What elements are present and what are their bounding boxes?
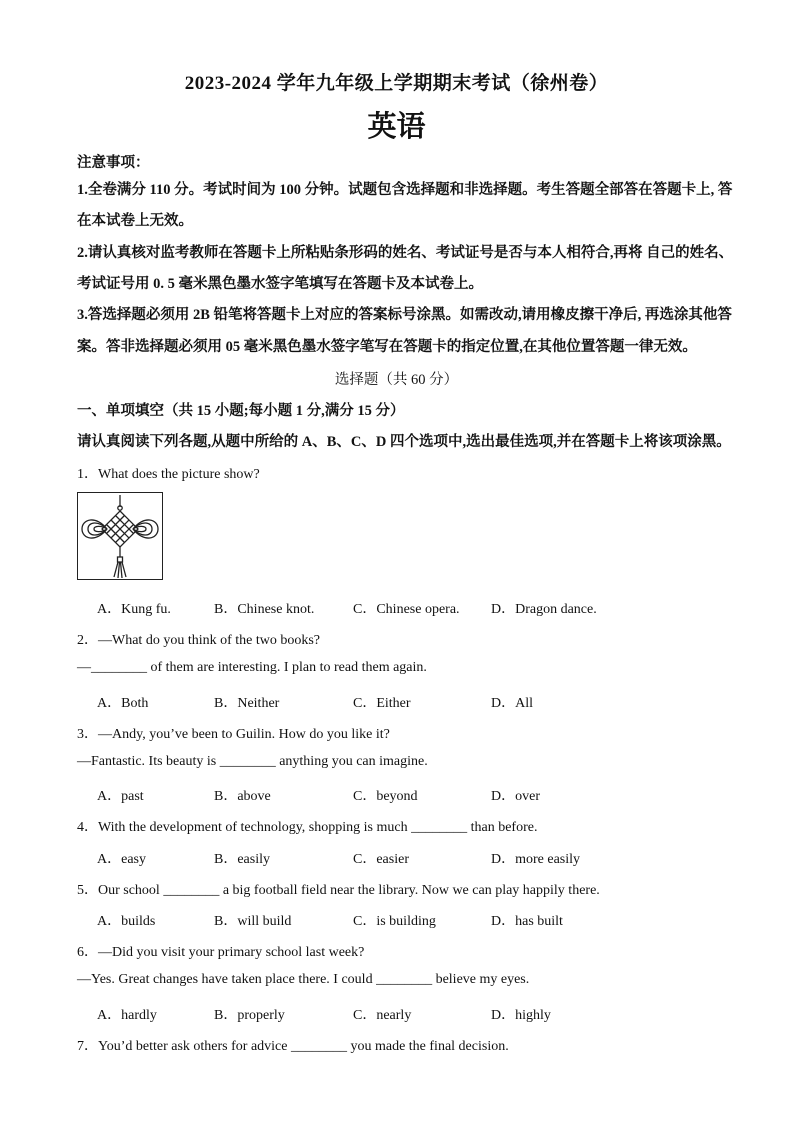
- instruction: 请认真阅读下列各题,从题中所给的 A、B、C、D 四个选项中,选出最佳选项,并在答题卡上将该项涂黑。: [77, 434, 731, 450]
- section-title: 选择题（共 60 分）: [334, 372, 459, 388]
- question-6-stem-line: —Yes. Great changes have taken place there. I could ________ believe my eyes.: [77, 972, 530, 987]
- notes-line: 在本试卷上无效。: [77, 213, 193, 229]
- option-b: B．above: [214, 789, 271, 804]
- subject-title: 英语: [367, 109, 426, 143]
- exam-title: 2023-2024 学年九年级上学期期末考试（徐州卷）: [184, 73, 609, 94]
- option-a: A．builds: [97, 914, 156, 929]
- option-c: C．Chinese opera.: [353, 602, 460, 617]
- question-2-stem-line: —________ of them are interesting. I plan to read them again.: [77, 660, 427, 675]
- option-d: D．highly: [491, 1008, 551, 1023]
- option-b: B．properly: [214, 1008, 285, 1023]
- option-b: B．Chinese knot.: [214, 602, 315, 617]
- option-a: A．easy: [97, 852, 146, 867]
- option-b: B．easily: [214, 852, 270, 867]
- option-a: A．past: [97, 789, 144, 804]
- question-6-stem: 6．—Did you visit your primary school last week?: [77, 945, 365, 960]
- notes-line: 2.请认真核对监考教师在答题卡上所粘贴条形码的姓名、考试证号是否与本人相符合,再将 自己的姓名、: [77, 245, 734, 261]
- option-d: D．more easily: [491, 852, 581, 867]
- chinese-knot-picture: [77, 492, 163, 580]
- option-b: B．Neither: [214, 696, 280, 711]
- notes-line: 1.全卷满分 110 分。考试时间为 100 分钟。试题包含选择题和非选择题。考生答题全部答在答题卡上, 答: [77, 182, 733, 198]
- question-4-stem: 4．With the development of technology, shopping is much ________ than before.: [77, 820, 538, 835]
- option-a: A．Kung fu.: [97, 602, 171, 617]
- option-a: A．hardly: [97, 1008, 157, 1023]
- question-1-stem: 1．What does the picture show?: [77, 467, 260, 482]
- question-2-stem: 2．—What do you think of the two books?: [77, 633, 321, 648]
- option-c: C．beyond: [353, 789, 418, 804]
- chinese-knot-icon: [78, 493, 162, 579]
- option-b: B．will build: [214, 914, 292, 929]
- notes-line: 3.答选择题必须用 2B 铅笔将答题卡上对应的答案标号涂黑。如需改动,请用橡皮擦干净后, 再选涂其他答: [77, 307, 732, 323]
- notes-line: 案。答非选择题必须用 05 毫米黑色墨水签字笔写在答题卡的指定位置,在其他位置答题一律无效。: [77, 339, 697, 355]
- question-5-stem: 5．Our school ________ a big football field near the library. Now we can play happily there.: [77, 883, 600, 898]
- part-title: 一、单项填空（共 15 小题;每小题 1 分,满分 15 分）: [77, 403, 405, 419]
- question-3-stem: 3．—Andy, you’ve been to Guilin. How do you like it?: [77, 727, 390, 742]
- question-3-stem-line: —Fantastic. Its beauty is ________ anything you can imagine.: [77, 754, 428, 769]
- option-d: D．All: [491, 696, 533, 711]
- notes-line: 考试证号用 0. 5 毫米黑色墨水签字笔填写在答题卡及本试卷上。: [77, 276, 483, 292]
- option-d: D．over: [491, 789, 540, 804]
- option-c: C．Either: [353, 696, 411, 711]
- option-d: D．has built: [491, 914, 563, 929]
- option-c: C．easier: [353, 852, 409, 867]
- option-d: D．Dragon dance.: [491, 602, 597, 617]
- option-a: A．Both: [97, 696, 149, 711]
- question-7-stem: 7．You’d better ask others for advice ________ you made the final decision.: [77, 1039, 509, 1054]
- notes-heading: 注意事项：: [77, 155, 150, 171]
- option-c: C．is building: [353, 914, 436, 929]
- option-c: C．nearly: [353, 1008, 412, 1023]
